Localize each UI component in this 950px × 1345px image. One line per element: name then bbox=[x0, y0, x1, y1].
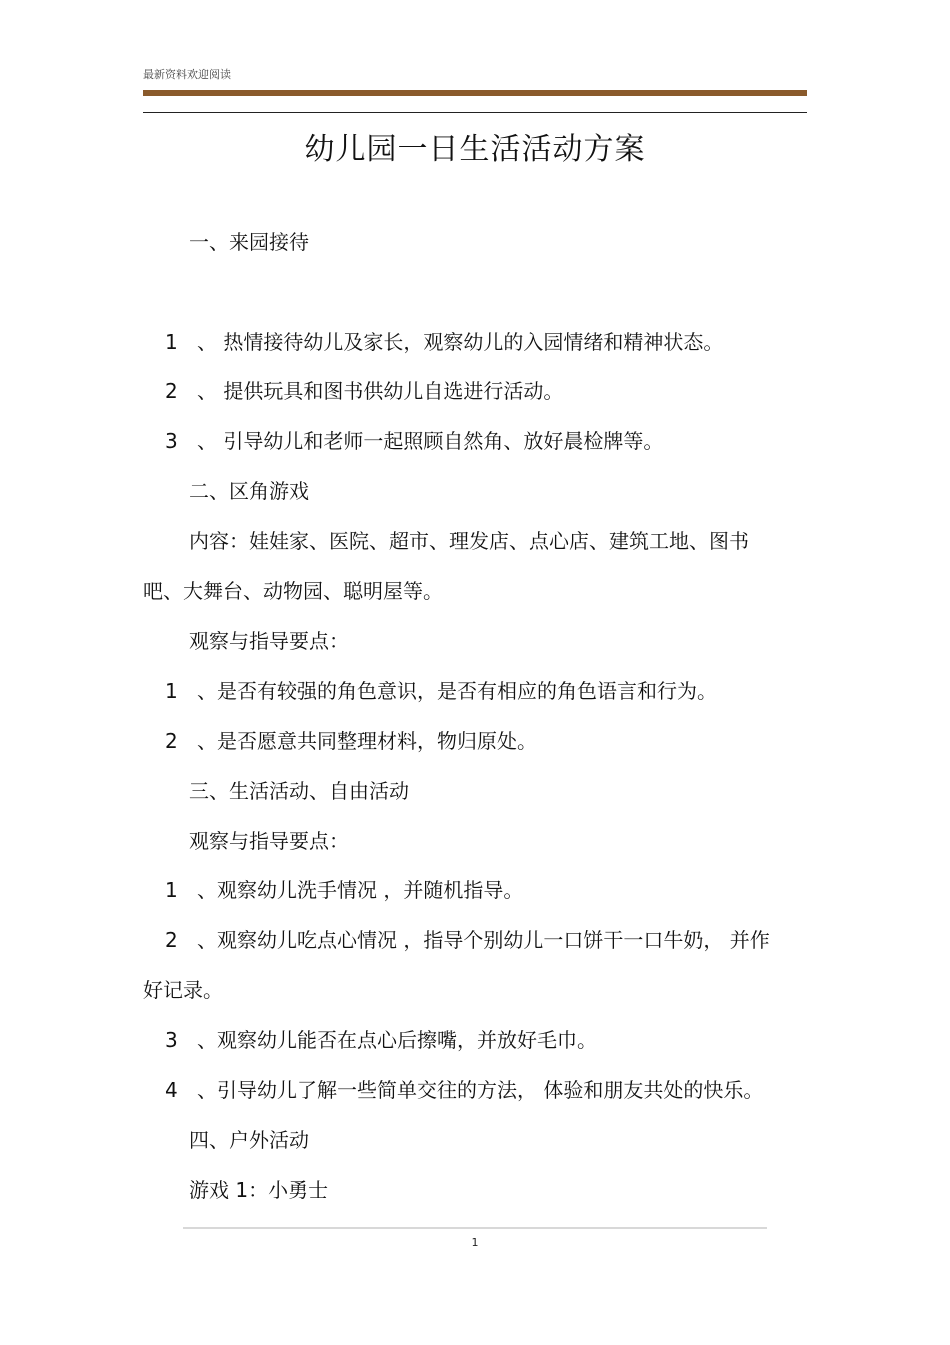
item-text: 、是否有较强的角色意识，是否有相应的角色语言和行为。 bbox=[197, 679, 717, 703]
s2-guide-heading: 观察与指导要点： bbox=[189, 629, 349, 653]
s2-content-line-2: 吧、大舞台、动物园、聪明屋等。 bbox=[143, 579, 443, 603]
footer-rule bbox=[183, 1227, 767, 1229]
s3-item-4 bbox=[165, 1076, 763, 1104]
s3-item-3 bbox=[165, 1026, 597, 1054]
item-number: 1 bbox=[165, 330, 178, 354]
item-number: 3 bbox=[165, 429, 178, 453]
s2-item-1 bbox=[165, 677, 717, 705]
s3-guide-heading: 观察与指导要点： bbox=[189, 829, 349, 853]
s3-item-2-continuation: 好记录。 bbox=[143, 978, 223, 1002]
section-2-heading: 二、区角游戏 bbox=[189, 479, 309, 503]
s4-game-1: 游戏 1：小勇士 bbox=[189, 1178, 329, 1202]
item-text: 、是否愿意共同整理材料，物归原处。 bbox=[197, 729, 537, 753]
item-text: 、观察幼儿洗手情况 ，并随机指导。 bbox=[197, 878, 524, 902]
item-number: 3 bbox=[165, 1028, 178, 1052]
item-text: 、 引导幼儿和老师一起照顾自然角、放好晨检牌等。 bbox=[197, 429, 664, 453]
item-number: 1 bbox=[165, 878, 178, 902]
item-text: 、 提供玩具和图书供幼儿自选进行活动。 bbox=[197, 379, 564, 403]
item-number: 2 bbox=[165, 379, 178, 403]
section-3-heading: 三、生活活动、自由活动 bbox=[189, 779, 409, 803]
item-text: 、 热情接待幼儿及家长，观察幼儿的入园情绪和精神状态。 bbox=[197, 330, 724, 354]
s3-item-1 bbox=[165, 876, 523, 904]
s3-item-2 bbox=[165, 926, 770, 954]
item-number: 4 bbox=[165, 1078, 178, 1102]
item-number: 1 bbox=[165, 679, 178, 703]
running-header: 最新资料欢迎阅读 bbox=[143, 68, 231, 81]
item-number: 2 bbox=[165, 928, 178, 952]
page-number: 1 bbox=[471, 1236, 479, 1249]
s2-content-line-1: 内容：娃娃家、医院、超市、理发店、点心店、建筑工地、图书 bbox=[189, 529, 749, 553]
item-text: 、引导幼儿了解一些简单交往的方法， 体验和朋友共处的快乐。 bbox=[197, 1078, 764, 1102]
header-rule-thin bbox=[143, 112, 807, 113]
header-rule-thick bbox=[143, 90, 807, 96]
s2-item-2 bbox=[165, 727, 537, 755]
section-4-heading: 四、户外活动 bbox=[189, 1128, 309, 1152]
document-title: 幼儿园一日生活活动方案 bbox=[304, 132, 646, 167]
item-number: 2 bbox=[165, 729, 178, 753]
section-1-heading: 一、来园接待 bbox=[189, 230, 309, 254]
s1-item-1 bbox=[165, 328, 723, 356]
s1-item-3 bbox=[165, 427, 663, 455]
item-text: 、观察幼儿能否在点心后擦嘴，并放好毛巾。 bbox=[197, 1028, 597, 1052]
s1-item-2 bbox=[165, 377, 563, 405]
item-text: 、观察幼儿吃点心情况 ，指导个别幼儿一口饼干一口牛奶， 并作 bbox=[197, 928, 770, 952]
